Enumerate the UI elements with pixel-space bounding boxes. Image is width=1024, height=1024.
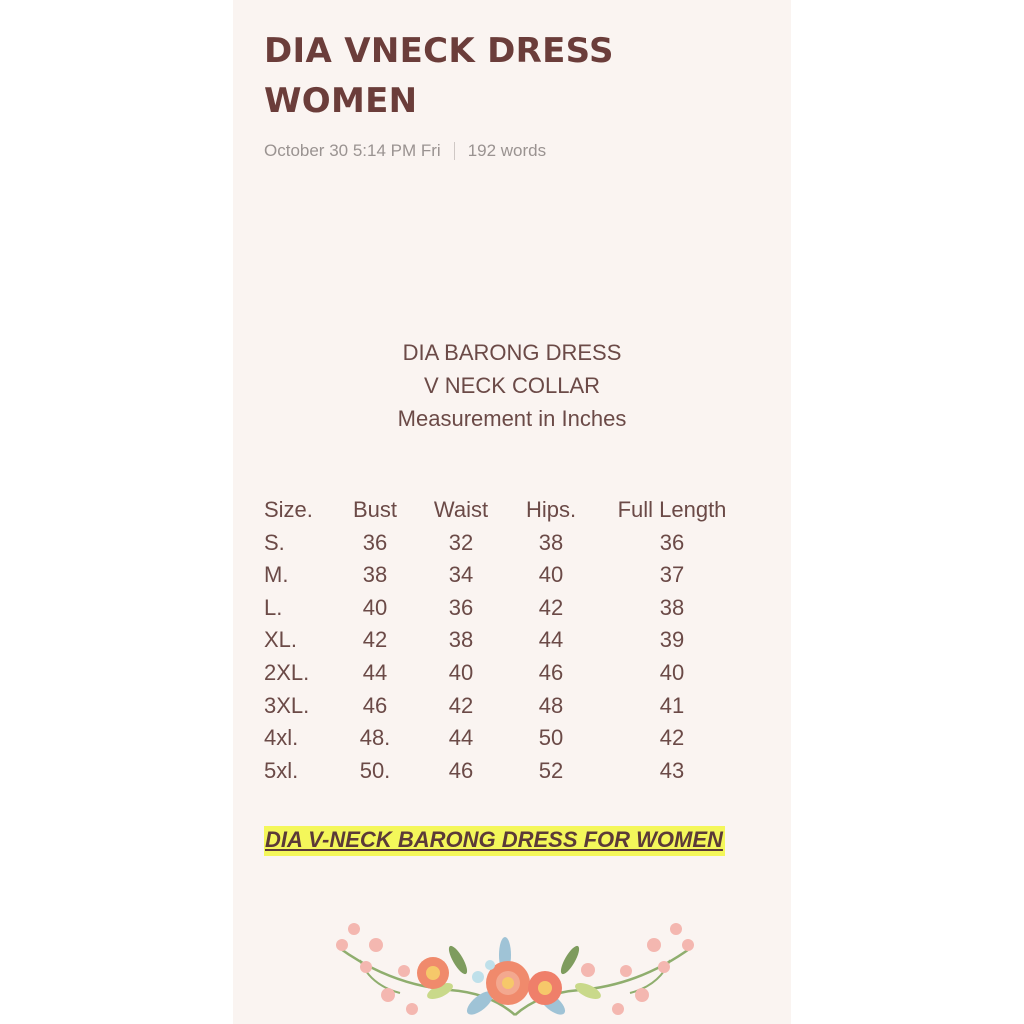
cell-bust: 42 [362,627,388,653]
cell-size: L. [264,594,283,620]
cell-hips: 44 [538,627,564,653]
cell-full-length: 41 [659,692,685,718]
cell-bust: 40 [362,594,388,620]
description-line-2: V NECK COLLAR [423,373,601,398]
cell-bust: 36 [362,529,388,555]
description-line-1: DIA BARONG DRESS [402,340,622,365]
cell-hips: 46 [538,659,564,685]
cell-full-length: 39 [659,627,685,653]
note-title: DIA VNECK DRESS WOMEN [264,31,614,121]
cell-size: S. [264,529,285,555]
cell-waist: 46 [448,757,474,783]
header-waist: Waist [433,497,489,522]
header-bust: Bust [352,497,398,522]
cell-hips: 40 [538,562,564,588]
meta-divider [454,142,455,160]
header-size: Size. [264,497,313,522]
description-block [233,336,791,435]
cell-full-length: 36 [659,529,685,555]
description-line-3: Measurement in Inches [397,406,627,431]
cell-full-length: 42 [659,725,685,751]
header-hips: Hips. [525,497,577,522]
cell-full-length: 37 [659,562,685,588]
cell-size: 2XL. [264,659,310,685]
cell-waist: 38 [448,627,474,653]
note-date: October 30 5:14 PM Fri [264,141,441,160]
cell-waist: 32 [448,529,474,555]
product-link[interactable]: DIA V-NECK BARONG DRESS FOR WOMEN [264,826,725,856]
cell-size: XL. [264,627,298,653]
cell-full-length: 40 [659,659,685,685]
cell-bust: 50. [359,757,391,783]
cell-size: 4xl. [264,725,299,751]
cell-waist: 34 [448,562,474,588]
cell-hips: 42 [538,594,564,620]
cell-waist: 44 [448,725,474,751]
cell-waist: 42 [448,692,474,718]
cell-full-length: 43 [659,757,685,783]
cell-waist: 40 [448,659,474,685]
cell-hips: 38 [538,529,564,555]
note-page [233,0,791,1024]
cell-size: 3XL. [264,692,310,718]
cell-bust: 38 [362,562,388,588]
cell-full-length: 38 [659,594,685,620]
cell-hips: 48 [538,692,564,718]
cell-bust: 44 [362,659,388,685]
floral-decoration [330,915,700,1024]
cell-bust: 48. [359,725,391,751]
word-count: 192 words [467,141,547,160]
cell-size: 5xl. [264,757,299,783]
header-full-length: Full Length [617,497,727,522]
cell-hips: 52 [538,757,564,783]
note-meta [264,141,546,161]
cell-waist: 36 [448,594,474,620]
cell-bust: 46 [362,692,388,718]
cell-size: M. [264,562,289,588]
cell-hips: 50 [538,725,564,751]
